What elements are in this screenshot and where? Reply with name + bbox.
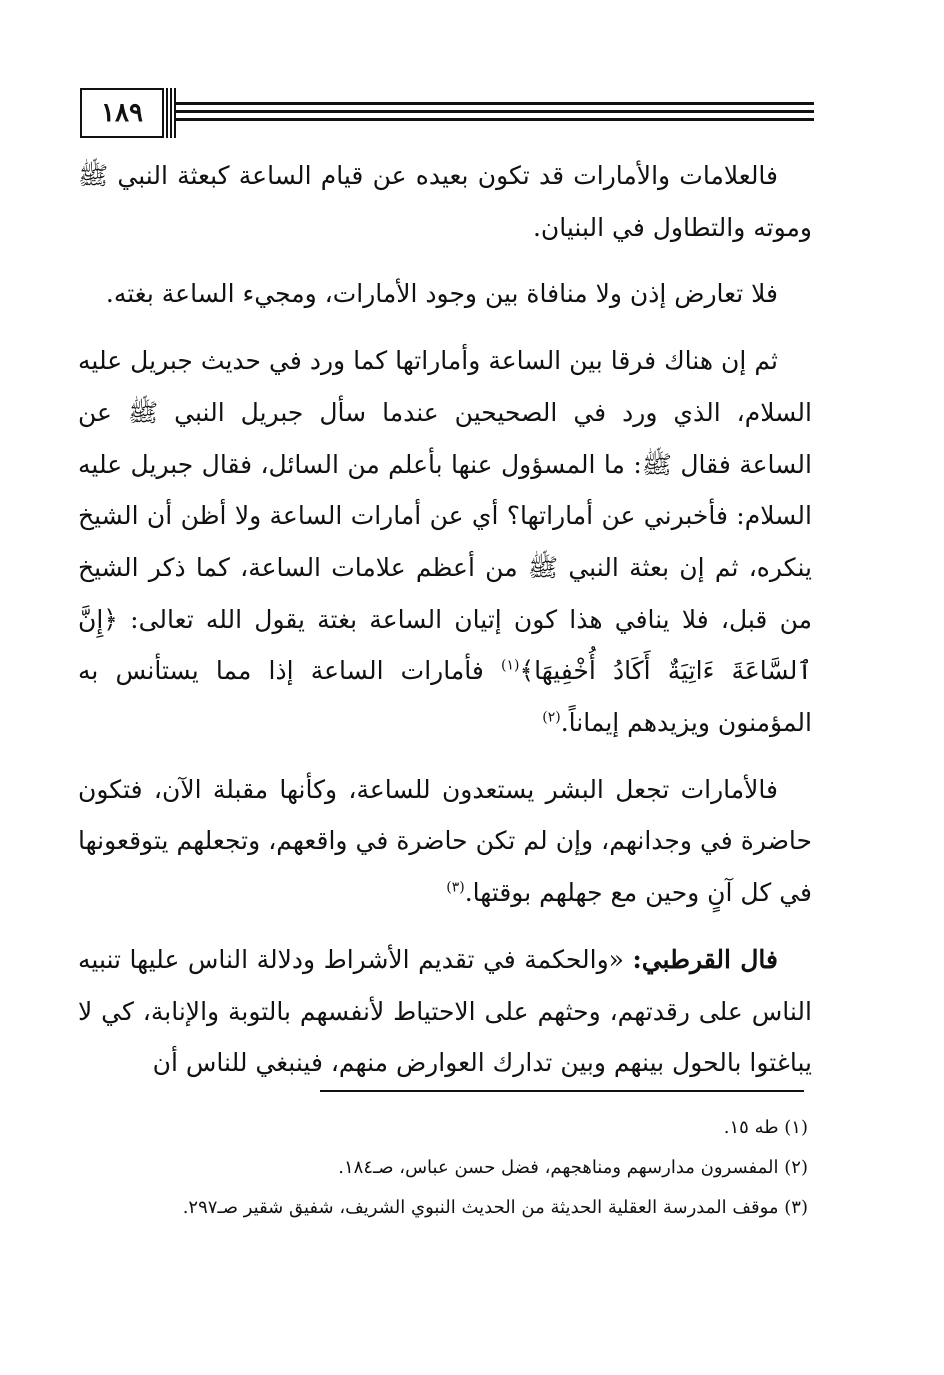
paragraph-text: فلا تعارض إذن ولا منافاة بين وجود الأمارات، ومجيء الساعة بغته. — [105, 279, 778, 309]
paragraph-text: «والحكمة في تقديم الأشراط ودلالة الناس عليها تنبيه الناس على رقدتهم، وحثهم على الاحتياط لأنفسهم بالتوبة والإنابة، كي لا يباغتوا بالحول بينهم وبين تدارك العوارض منهم، فينبغي للناس أن — [78, 944, 812, 1078]
paragraph — [78, 150, 812, 253]
header-rule — [176, 102, 814, 105]
paragraph — [78, 335, 812, 749]
footnote-ref: (١) — [500, 658, 520, 674]
paragraph — [78, 268, 812, 320]
paragraph — [78, 934, 812, 1089]
footnote-separator — [320, 1090, 804, 1092]
footnote-ref: (٣) — [446, 879, 465, 896]
header-ornament — [166, 88, 176, 138]
footnotes — [80, 1108, 808, 1228]
page-body — [78, 150, 812, 1089]
header-rule — [176, 118, 814, 121]
paragraph-text: فالأمارات تجعل البشر يستعدون للساعة، وكأنها مقبلة الآن، فتكون حاضرة في وجدانهم، وإن لم تكن حاضرة في واقعهم، وتجعلهم يتوقعونها في كل آنٍ وحين مع جهلهم بوقتها. — [78, 774, 812, 908]
footnote-ref: (٢) — [542, 709, 561, 726]
footnote: (٣) موقف المدرسة العقلية الحديثة من الحديث النبوي الشريف، شفيق شقير صـ٢٩٧. — [182, 1197, 808, 1218]
paragraph-text: فأمارات الساعة إذا مما يستأنس به المؤمنون ويزيدهم إيماناً. — [78, 656, 812, 738]
footnote: (٢) المفسرون مدارسهم ومناهجهم، فضل حسن عباس، صـ١٨٤. — [338, 1157, 808, 1178]
paragraph-lead: فال القرطبي: — [632, 944, 778, 974]
paragraph-text: فالعلامات والأمارات قد تكون بعيده عن قيام الساعة كبعثة النبي ﷺ وموته والتطاول في البنيان. — [78, 161, 812, 242]
footnote: (١) طه ١٥. — [723, 1117, 808, 1138]
paragraph-text: ثم إن هناك فرقا بين الساعة وأماراتها كما ورد في حديث جبريل عليه السلام، الذي ورد في الصحيحين عندما سأل جبريل النبي ﷺ عن الساعة فقال ﷺ: ما المسؤول عنها بأعلم من السائل، فقال جبريل عليه السلام: فأخبرني عن أماراتها؟ أي عن أمارات الساعة ولا أظن أن الشيخ ينكره، ثم إن بعثة النبي ﷺ من أعظم علامات الساعة، كما ذكر الشيخ من قبل، فلا ينافي هذا كون إتيان الساعة بغتة يقول الله تعالى: ﴿إِنَّ ٱلسَّاعَةَ ءَاتِيَةٌ أَكَادُ أُخْفِيهَا﴾ — [78, 346, 812, 686]
page-header — [80, 88, 814, 142]
page-number: ١٨٩ — [80, 88, 164, 138]
header-rule — [176, 110, 814, 113]
paragraph — [78, 764, 812, 919]
